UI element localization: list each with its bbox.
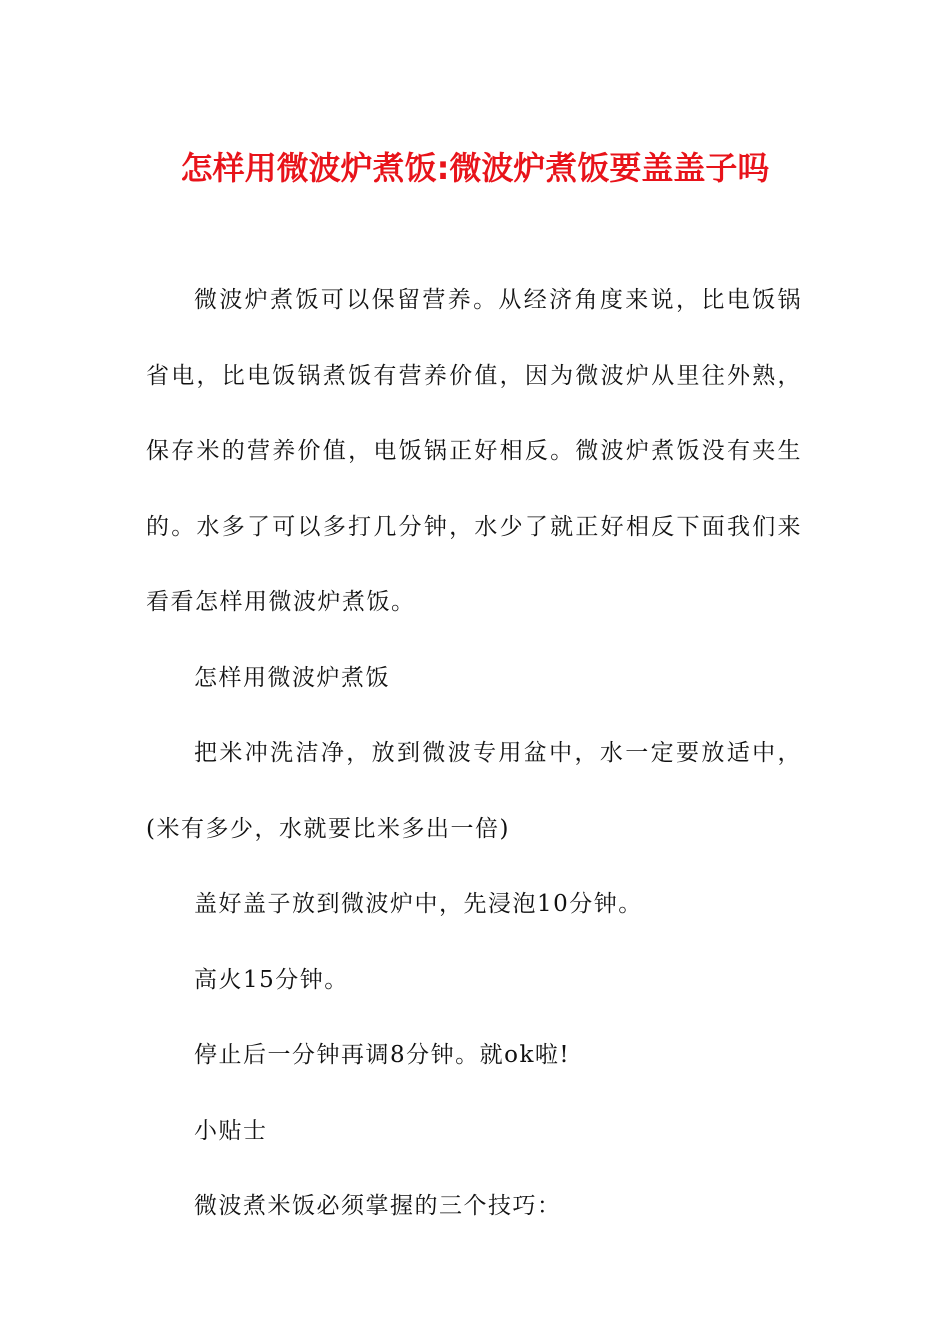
paragraph-step-soak: 盖好盖子放到微波炉中，先浸泡10分钟。: [194, 891, 643, 917]
document-body: [146, 263, 802, 1245]
document-title: 怎样用微波炉煮饭:微波炉煮饭要盖盖子吗: [180, 149, 770, 187]
section-heading-how-to: 怎样用微波炉煮饭: [194, 664, 390, 691]
paragraph-step-wash-rice: 把米冲洗洁净，放到微波专用盆中，水一定要放适中，(米有多少，水就要比米多出一倍): [146, 740, 802, 842]
section-heading-tips: 小贴士: [194, 1117, 268, 1144]
paragraph-tips-intro: 微波煮米饭必须掌握的三个技巧：: [194, 1193, 562, 1219]
paragraph-intro: 微波炉煮饭可以保留营养。从经济角度来说，比电饭锅省电，比电饭锅煮饭有营养价值，因为微波炉从里往外熟，保存米的营养价值，电饭锅正好相反。微波炉煮饭没有夹生的。水多了可以多打几分钟，水少了就正好相反下面我们来看看怎样用微波炉煮饭。: [146, 287, 802, 615]
paragraph-step-finish: 停止后一分钟再调8分钟。就ok啦!: [194, 1042, 571, 1068]
paragraph-step-high-heat: 高火15分钟。: [194, 966, 349, 993]
